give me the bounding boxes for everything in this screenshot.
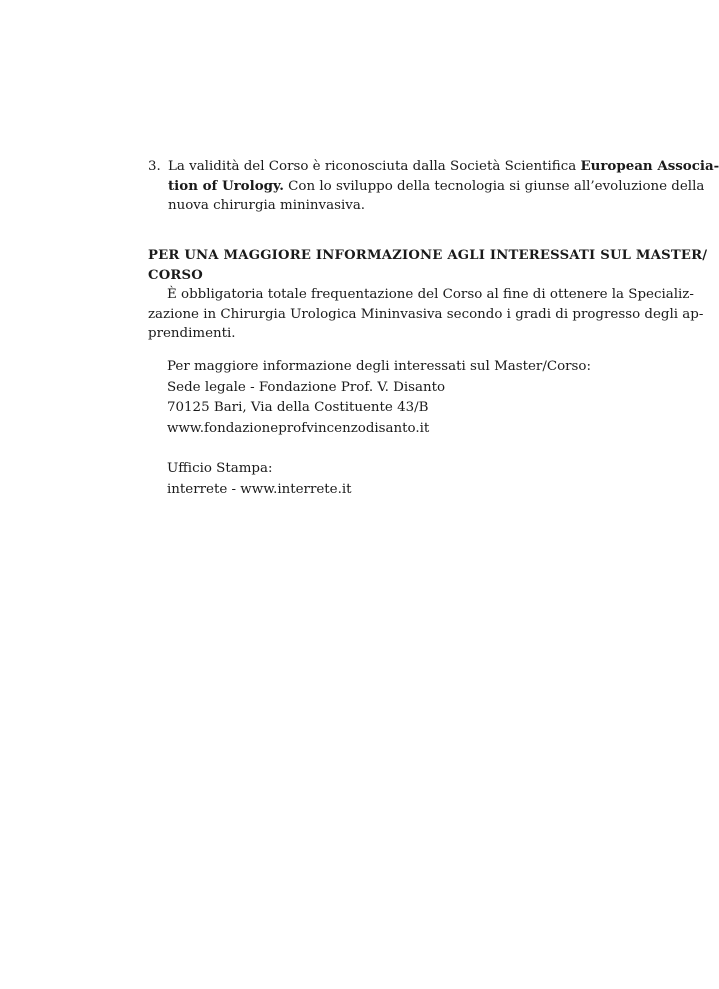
- list-line-text: Con lo sviluppo della tecnologia si giunse all’evoluzione della: [283, 178, 705, 194]
- list-line: [168, 177, 705, 197]
- society-name-bold: European Associa-: [580, 158, 719, 174]
- list-line-text: nuova chirurgia mininvasiva.: [168, 198, 366, 213]
- contact-office: Sede legale - Fondazione Prof. V. Disanto: [167, 379, 446, 395]
- contact-block: [167, 357, 635, 500]
- contact-address: 70125 Bari, Via della Costituente 43/B: [167, 400, 429, 415]
- section-heading: [148, 246, 708, 285]
- paragraph-line: prendimenti.: [148, 326, 236, 341]
- press-office-value: interrete - www.interrete.it: [167, 481, 352, 497]
- paragraph-line: È obbligatoria totale frequentazione del Corso al fine di ottenere la Specializ-: [167, 287, 694, 302]
- paragraph-line: zazione in Chirurgia Urologica Mininvasiva secondo i gradi di progresso degli ap-: [148, 306, 704, 322]
- body-paragraph: [148, 285, 704, 344]
- society-name-bold: tion of Urology.: [168, 177, 284, 194]
- numbered-list-item: [148, 157, 719, 216]
- list-line: [168, 157, 719, 177]
- heading-line: CORSO: [148, 267, 203, 283]
- list-item-number: 3.: [148, 159, 161, 174]
- spacer: [167, 439, 635, 459]
- list-line-text: La validità del Corso è riconosciuta dalla Società Scientifica: [168, 159, 581, 174]
- contact-website: www.fondazioneprofvincenzodisanto.it: [167, 420, 430, 436]
- list-item-text: [168, 157, 719, 216]
- contact-intro: Per maggiore informazione degli interessati sul Master/Corso:: [167, 359, 592, 374]
- heading-line: PER UNA MAGGIORE INFORMAZIONE AGLI INTERESSATI SUL MASTER/: [148, 248, 708, 263]
- list-line: [168, 196, 635, 216]
- press-office-label: Ufficio Stampa:: [167, 461, 273, 476]
